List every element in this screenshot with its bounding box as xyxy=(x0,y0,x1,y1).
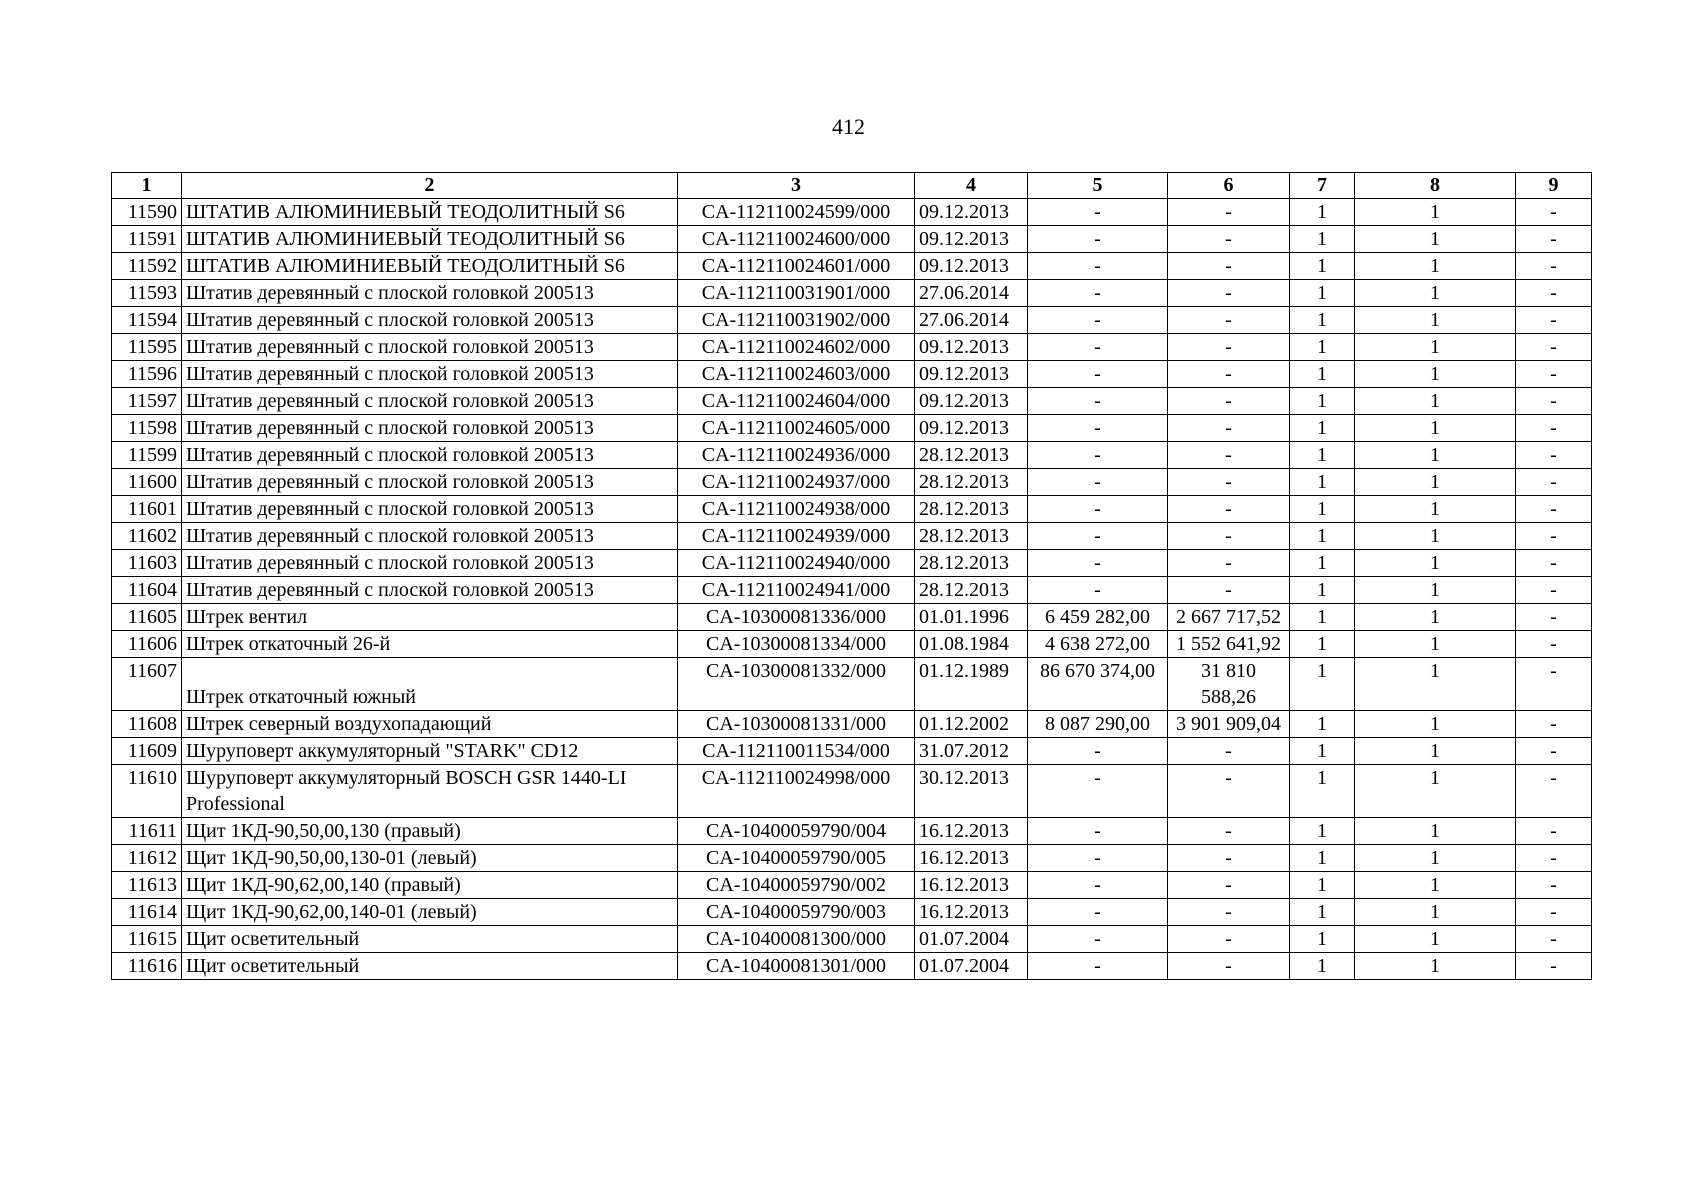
value-col8: 1 xyxy=(1355,199,1516,226)
item-name: Щит 1КД-90,62,00,140 (правый) xyxy=(182,872,678,899)
value-col7: 1 xyxy=(1290,334,1355,361)
item-name: Штрек северный воздухопадающий xyxy=(182,711,678,738)
row-number: 11590 xyxy=(112,199,182,226)
value-col6: - xyxy=(1168,496,1290,523)
value-col7: 1 xyxy=(1290,199,1355,226)
value-col7: 1 xyxy=(1290,872,1355,899)
column-header: 9 xyxy=(1516,173,1592,199)
inventory-code: CA-10400059790/005 xyxy=(678,845,915,872)
value-col9: - xyxy=(1516,738,1592,765)
value-col8: 1 xyxy=(1355,334,1516,361)
value-col9: - xyxy=(1516,334,1592,361)
value-col5: - xyxy=(1028,845,1168,872)
item-name: Штатив деревянный с плоской головкой 200513 xyxy=(182,496,678,523)
date-cell: 01.07.2004 xyxy=(915,926,1028,953)
row-number: 11607 xyxy=(112,658,182,711)
value-col9: - xyxy=(1516,711,1592,738)
date-cell: 16.12.2013 xyxy=(915,899,1028,926)
value-col7: 1 xyxy=(1290,280,1355,307)
value-col5: - xyxy=(1028,523,1168,550)
table-row xyxy=(112,307,1592,334)
value-col7: 1 xyxy=(1290,469,1355,496)
row-number: 11612 xyxy=(112,845,182,872)
row-number: 11604 xyxy=(112,577,182,604)
item-name: ШТАТИВ АЛЮМИНИЕВЫЙ ТЕОДОЛИТНЫЙ S6 xyxy=(182,253,678,280)
table-body xyxy=(112,199,1592,980)
inventory-code: CA-112110024601/000 xyxy=(678,253,915,280)
item-name: Штрек вентил xyxy=(182,604,678,631)
table-row xyxy=(112,899,1592,926)
date-cell: 09.12.2013 xyxy=(915,415,1028,442)
date-cell: 27.06.2014 xyxy=(915,280,1028,307)
value-col5: - xyxy=(1028,469,1168,496)
value-col6: - xyxy=(1168,899,1290,926)
item-name: Щит 1КД-90,50,00,130 (правый) xyxy=(182,818,678,845)
inventory-code: CA-112110024603/000 xyxy=(678,361,915,388)
column-header: 8 xyxy=(1355,173,1516,199)
date-cell: 09.12.2013 xyxy=(915,361,1028,388)
table-row xyxy=(112,604,1592,631)
table-row xyxy=(112,388,1592,415)
value-col9: - xyxy=(1516,658,1592,711)
column-header: 5 xyxy=(1028,173,1168,199)
date-cell: 09.12.2013 xyxy=(915,253,1028,280)
value-col5: - xyxy=(1028,199,1168,226)
value-col8: 1 xyxy=(1355,926,1516,953)
value-col8: 1 xyxy=(1355,738,1516,765)
value-col6: - xyxy=(1168,577,1290,604)
value-col9: - xyxy=(1516,818,1592,845)
date-cell: 09.12.2013 xyxy=(915,199,1028,226)
value-col8: 1 xyxy=(1355,550,1516,577)
row-number: 11599 xyxy=(112,442,182,469)
value-col5: 4 638 272,00 xyxy=(1028,631,1168,658)
value-col6: - xyxy=(1168,469,1290,496)
row-number: 11601 xyxy=(112,496,182,523)
value-col7: 1 xyxy=(1290,631,1355,658)
inventory-code: CA-112110024936/000 xyxy=(678,442,915,469)
inventory-code: CA-10300081334/000 xyxy=(678,631,915,658)
item-name: Щит 1КД-90,50,00,130-01 (левый) xyxy=(182,845,678,872)
table-row xyxy=(112,872,1592,899)
date-cell: 31.07.2012 xyxy=(915,738,1028,765)
inventory-code: CA-10400081301/000 xyxy=(678,953,915,980)
value-col8: 1 xyxy=(1355,631,1516,658)
inventory-code: CA-112110024939/000 xyxy=(678,523,915,550)
inventory-code: CA-112110024938/000 xyxy=(678,496,915,523)
date-cell: 01.01.1996 xyxy=(915,604,1028,631)
value-col9: - xyxy=(1516,253,1592,280)
row-number: 11600 xyxy=(112,469,182,496)
value-col5: - xyxy=(1028,388,1168,415)
value-col6: - xyxy=(1168,765,1290,818)
value-col8: 1 xyxy=(1355,442,1516,469)
date-cell: 01.12.2002 xyxy=(915,711,1028,738)
row-number: 11596 xyxy=(112,361,182,388)
value-col8: 1 xyxy=(1355,523,1516,550)
table-row xyxy=(112,442,1592,469)
table-row xyxy=(112,818,1592,845)
value-col8: 1 xyxy=(1355,577,1516,604)
row-number: 11613 xyxy=(112,872,182,899)
value-col5: - xyxy=(1028,577,1168,604)
item-name: Штрек откаточный 26-й xyxy=(182,631,678,658)
value-col9: - xyxy=(1516,845,1592,872)
inventory-code: CA-112110024605/000 xyxy=(678,415,915,442)
row-number: 11597 xyxy=(112,388,182,415)
inventory-code: CA-10400059790/004 xyxy=(678,818,915,845)
value-col7: 1 xyxy=(1290,845,1355,872)
value-col5: - xyxy=(1028,953,1168,980)
inventory-code: CA-112110024600/000 xyxy=(678,226,915,253)
value-col9: - xyxy=(1516,577,1592,604)
table-row xyxy=(112,577,1592,604)
table-row xyxy=(112,226,1592,253)
value-col9: - xyxy=(1516,388,1592,415)
inventory-code: CA-112110024599/000 xyxy=(678,199,915,226)
value-col5: - xyxy=(1028,818,1168,845)
value-col8: 1 xyxy=(1355,765,1516,818)
value-col9: - xyxy=(1516,469,1592,496)
value-col6: - xyxy=(1168,845,1290,872)
table-row xyxy=(112,658,1592,711)
column-header: 7 xyxy=(1290,173,1355,199)
date-cell: 28.12.2013 xyxy=(915,577,1028,604)
table-row xyxy=(112,415,1592,442)
header-row xyxy=(112,173,1592,199)
value-col6: - xyxy=(1168,199,1290,226)
value-col5: 6 459 282,00 xyxy=(1028,604,1168,631)
inventory-code: CA-112110011534/000 xyxy=(678,738,915,765)
value-col6: - xyxy=(1168,523,1290,550)
row-number: 11598 xyxy=(112,415,182,442)
value-col5: - xyxy=(1028,307,1168,334)
row-number: 11591 xyxy=(112,226,182,253)
inventory-code: CA-10400081300/000 xyxy=(678,926,915,953)
value-col7: 1 xyxy=(1290,604,1355,631)
row-number: 11614 xyxy=(112,899,182,926)
item-name: Штатив деревянный с плоской головкой 200513 xyxy=(182,361,678,388)
item-name: Шуруповерт аккумуляторный BOSCH GSR 1440-LI Professional xyxy=(182,765,678,818)
value-col7: 1 xyxy=(1290,226,1355,253)
inventory-code: CA-112110024937/000 xyxy=(678,469,915,496)
date-cell: 28.12.2013 xyxy=(915,523,1028,550)
item-name: Штатив деревянный с плоской головкой 200513 xyxy=(182,523,678,550)
value-col7: 1 xyxy=(1290,658,1355,711)
value-col5: - xyxy=(1028,226,1168,253)
value-col9: - xyxy=(1516,953,1592,980)
value-col7: 1 xyxy=(1290,415,1355,442)
value-col6: - xyxy=(1168,872,1290,899)
value-col8: 1 xyxy=(1355,658,1516,711)
row-number: 11605 xyxy=(112,604,182,631)
value-col8: 1 xyxy=(1355,253,1516,280)
item-name: Щит осветительный xyxy=(182,926,678,953)
item-name: Штатив деревянный с плоской головкой 200513 xyxy=(182,307,678,334)
value-col5: - xyxy=(1028,442,1168,469)
item-name: Штатив деревянный с плоской головкой 200513 xyxy=(182,388,678,415)
value-col7: 1 xyxy=(1290,307,1355,334)
row-number: 11609 xyxy=(112,738,182,765)
date-cell: 09.12.2013 xyxy=(915,334,1028,361)
value-col8: 1 xyxy=(1355,388,1516,415)
table-row xyxy=(112,334,1592,361)
value-col9: - xyxy=(1516,199,1592,226)
value-col8: 1 xyxy=(1355,845,1516,872)
inventory-code: CA-112110024604/000 xyxy=(678,388,915,415)
value-col9: - xyxy=(1516,442,1592,469)
inventory-code: CA-112110024941/000 xyxy=(678,577,915,604)
value-col5: - xyxy=(1028,550,1168,577)
item-name: ШТАТИВ АЛЮМИНИЕВЫЙ ТЕОДОЛИТНЫЙ S6 xyxy=(182,226,678,253)
value-col6: 31 810 588,26 xyxy=(1168,658,1290,711)
inventory-code: CA-112110024940/000 xyxy=(678,550,915,577)
row-number: 11595 xyxy=(112,334,182,361)
table-row xyxy=(112,738,1592,765)
item-name: Штатив деревянный с плоской головкой 200513 xyxy=(182,577,678,604)
value-col8: 1 xyxy=(1355,711,1516,738)
value-col8: 1 xyxy=(1355,496,1516,523)
inventory-code: CA-112110024998/000 xyxy=(678,765,915,818)
value-col6: - xyxy=(1168,818,1290,845)
value-col9: - xyxy=(1516,765,1592,818)
date-cell: 27.06.2014 xyxy=(915,307,1028,334)
item-name: Щит осветительный xyxy=(182,953,678,980)
table-row xyxy=(112,280,1592,307)
date-cell: 28.12.2013 xyxy=(915,469,1028,496)
value-col5: 8 087 290,00 xyxy=(1028,711,1168,738)
value-col5: - xyxy=(1028,334,1168,361)
row-number: 11608 xyxy=(112,711,182,738)
value-col5: - xyxy=(1028,765,1168,818)
value-col6: - xyxy=(1168,334,1290,361)
value-col8: 1 xyxy=(1355,469,1516,496)
value-col8: 1 xyxy=(1355,226,1516,253)
column-header: 3 xyxy=(678,173,915,199)
value-col6: - xyxy=(1168,550,1290,577)
row-number: 11603 xyxy=(112,550,182,577)
value-col9: - xyxy=(1516,307,1592,334)
value-col9: - xyxy=(1516,899,1592,926)
table-row xyxy=(112,496,1592,523)
item-name: Шуруповерт аккумуляторный "STARK" CD12 xyxy=(182,738,678,765)
date-cell: 16.12.2013 xyxy=(915,872,1028,899)
value-col5: - xyxy=(1028,361,1168,388)
value-col9: - xyxy=(1516,415,1592,442)
table-row xyxy=(112,550,1592,577)
value-col8: 1 xyxy=(1355,415,1516,442)
value-col7: 1 xyxy=(1290,550,1355,577)
value-col5: - xyxy=(1028,926,1168,953)
value-col7: 1 xyxy=(1290,253,1355,280)
value-col6: - xyxy=(1168,361,1290,388)
table-row xyxy=(112,253,1592,280)
table-row xyxy=(112,765,1592,818)
value-col5: - xyxy=(1028,280,1168,307)
value-col7: 1 xyxy=(1290,496,1355,523)
value-col6: 1 552 641,92 xyxy=(1168,631,1290,658)
value-col6: - xyxy=(1168,415,1290,442)
date-cell: 01.08.1984 xyxy=(915,631,1028,658)
inventory-code: CA-10300081336/000 xyxy=(678,604,915,631)
value-col8: 1 xyxy=(1355,953,1516,980)
value-col5: - xyxy=(1028,253,1168,280)
value-col8: 1 xyxy=(1355,361,1516,388)
value-col8: 1 xyxy=(1355,280,1516,307)
row-number: 11606 xyxy=(112,631,182,658)
value-col6: 2 667 717,52 xyxy=(1168,604,1290,631)
table-row xyxy=(112,199,1592,226)
column-header: 6 xyxy=(1168,173,1290,199)
value-col9: - xyxy=(1516,523,1592,550)
item-name: Штатив деревянный с плоской головкой 200513 xyxy=(182,280,678,307)
page-number: 412 xyxy=(832,114,865,139)
item-name: Штатив деревянный с плоской головкой 200513 xyxy=(182,550,678,577)
value-col7: 1 xyxy=(1290,926,1355,953)
value-col9: - xyxy=(1516,604,1592,631)
table-row xyxy=(112,926,1592,953)
inventory-code: CA-10400059790/002 xyxy=(678,872,915,899)
table-row xyxy=(112,711,1592,738)
value-col9: - xyxy=(1516,280,1592,307)
date-cell: 16.12.2013 xyxy=(915,818,1028,845)
item-name: Штатив деревянный с плоской головкой 200513 xyxy=(182,469,678,496)
table-row xyxy=(112,361,1592,388)
value-col9: - xyxy=(1516,872,1592,899)
value-col7: 1 xyxy=(1290,738,1355,765)
item-name: Штрек откаточный южный xyxy=(182,658,678,711)
column-header: 1 xyxy=(112,173,182,199)
inventory-code: CA-10300081331/000 xyxy=(678,711,915,738)
value-col6: - xyxy=(1168,280,1290,307)
column-header: 4 xyxy=(915,173,1028,199)
value-col5: - xyxy=(1028,738,1168,765)
date-cell: 09.12.2013 xyxy=(915,226,1028,253)
value-col8: 1 xyxy=(1355,818,1516,845)
table-row xyxy=(112,523,1592,550)
value-col8: 1 xyxy=(1355,872,1516,899)
value-col9: - xyxy=(1516,631,1592,658)
value-col6: 3 901 909,04 xyxy=(1168,711,1290,738)
value-col8: 1 xyxy=(1355,307,1516,334)
value-col8: 1 xyxy=(1355,604,1516,631)
value-col9: - xyxy=(1516,550,1592,577)
value-col6: - xyxy=(1168,307,1290,334)
value-col5: 86 670 374,00 xyxy=(1028,658,1168,711)
inventory-code: CA-112110031901/000 xyxy=(678,280,915,307)
inventory-code: CA-10300081332/000 xyxy=(678,658,915,711)
value-col5: - xyxy=(1028,872,1168,899)
value-col6: - xyxy=(1168,926,1290,953)
row-number: 11594 xyxy=(112,307,182,334)
date-cell: 01.07.2004 xyxy=(915,953,1028,980)
value-col7: 1 xyxy=(1290,388,1355,415)
value-col7: 1 xyxy=(1290,442,1355,469)
value-col7: 1 xyxy=(1290,361,1355,388)
item-name: Штатив деревянный с плоской головкой 200513 xyxy=(182,334,678,361)
row-number: 11616 xyxy=(112,953,182,980)
row-number: 11610 xyxy=(112,765,182,818)
table-row xyxy=(112,631,1592,658)
inventory-code: CA-112110031902/000 xyxy=(678,307,915,334)
value-col6: - xyxy=(1168,253,1290,280)
table-row xyxy=(112,953,1592,980)
table-row xyxy=(112,469,1592,496)
value-col8: 1 xyxy=(1355,899,1516,926)
date-cell: 09.12.2013 xyxy=(915,388,1028,415)
value-col9: - xyxy=(1516,926,1592,953)
value-col9: - xyxy=(1516,496,1592,523)
date-cell: 28.12.2013 xyxy=(915,550,1028,577)
row-number: 11592 xyxy=(112,253,182,280)
date-cell: 30.12.2013 xyxy=(915,765,1028,818)
date-cell: 01.12.1989 xyxy=(915,658,1028,711)
value-col5: - xyxy=(1028,496,1168,523)
item-name: ШТАТИВ АЛЮМИНИЕВЫЙ ТЕОДОЛИТНЫЙ S6 xyxy=(182,199,678,226)
date-cell: 28.12.2013 xyxy=(915,442,1028,469)
value-col6: - xyxy=(1168,738,1290,765)
value-col9: - xyxy=(1516,226,1592,253)
inventory-table xyxy=(111,172,1592,980)
value-col7: 1 xyxy=(1290,765,1355,818)
value-col9: - xyxy=(1516,361,1592,388)
row-number: 11593 xyxy=(112,280,182,307)
value-col7: 1 xyxy=(1290,953,1355,980)
table-row xyxy=(112,845,1592,872)
value-col5: - xyxy=(1028,899,1168,926)
value-col7: 1 xyxy=(1290,711,1355,738)
value-col6: - xyxy=(1168,388,1290,415)
item-name: Щит 1КД-90,62,00,140-01 (левый) xyxy=(182,899,678,926)
value-col7: 1 xyxy=(1290,577,1355,604)
row-number: 11611 xyxy=(112,818,182,845)
value-col5: - xyxy=(1028,415,1168,442)
value-col7: 1 xyxy=(1290,523,1355,550)
value-col6: - xyxy=(1168,442,1290,469)
value-col7: 1 xyxy=(1290,899,1355,926)
value-col7: 1 xyxy=(1290,818,1355,845)
row-number: 11615 xyxy=(112,926,182,953)
table-header xyxy=(112,173,1592,199)
inventory-code: CA-10400059790/003 xyxy=(678,899,915,926)
date-cell: 28.12.2013 xyxy=(915,496,1028,523)
item-name: Штатив деревянный с плоской головкой 200513 xyxy=(182,415,678,442)
column-header: 2 xyxy=(182,173,678,199)
value-col6: - xyxy=(1168,953,1290,980)
value-col6: - xyxy=(1168,226,1290,253)
row-number: 11602 xyxy=(112,523,182,550)
date-cell: 16.12.2013 xyxy=(915,845,1028,872)
item-name: Штатив деревянный с плоской головкой 200513 xyxy=(182,442,678,469)
inventory-code: CA-112110024602/000 xyxy=(678,334,915,361)
